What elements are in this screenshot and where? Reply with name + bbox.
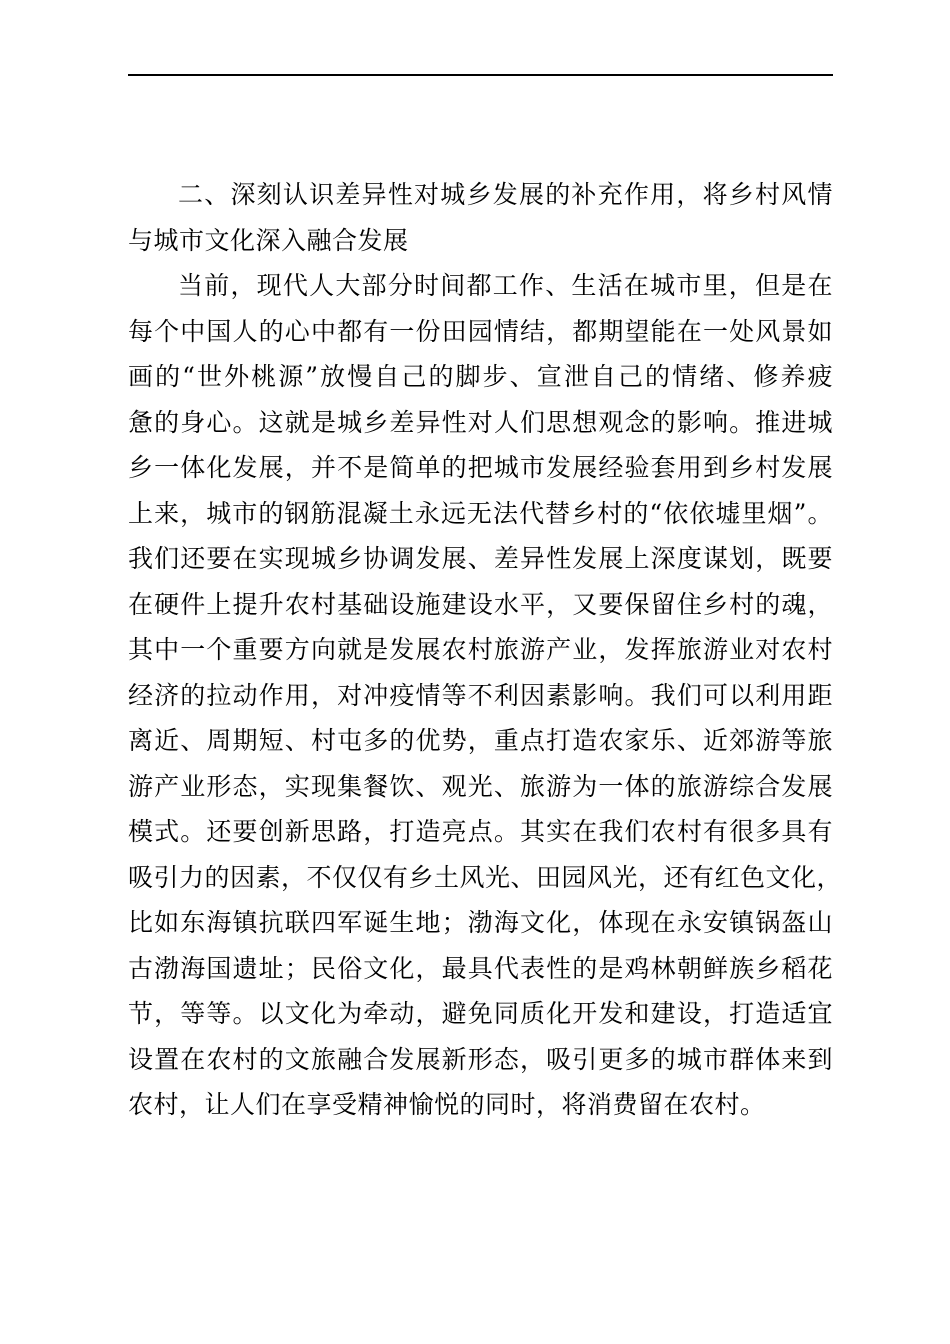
- paragraph-line: 惫的身心。这就是城乡差异性对人们思想观念的影响。推进城: [128, 407, 833, 437]
- paragraph-line: 节，等等。以文化为牵动，避免同质化开发和建设，打造适宜: [128, 999, 833, 1028]
- paragraph-line: 经济的拉动作用，对冲疫情等不利因素影响。我们可以利用距: [128, 680, 833, 710]
- heading-line: 二、深刻认识差异性对城乡发展的补充作用，将乡村风情: [178, 180, 833, 209]
- paragraph-line: 离近、周期短、村屯多的优势，重点打造农家乐、近郊游等旅: [128, 726, 833, 755]
- paragraph-line: 模式。还要创新思路，打造亮点。其实在我们农村有很多具有: [128, 817, 833, 846]
- heading-line: 与城市文化深入融合发展: [128, 225, 409, 255]
- paragraph-line: 游产业形态，实现集餐饮、观光、旅游为一体的旅游综合发展: [128, 771, 833, 801]
- paragraph-line: 设置在农村的文旅融合发展新形态，吸引更多的城市群体来到: [128, 1044, 833, 1074]
- document-body: [128, 172, 843, 1128]
- header-rule: [128, 74, 833, 76]
- paragraph-line: 乡一体化发展，并不是简单的把城市发展经验套用到乡村发展: [128, 453, 833, 482]
- section-heading: [128, 172, 833, 263]
- paragraph-line: 古渤海国遗址；民俗文化，最具代表性的是鸡林朝鲜族乡稻花: [128, 953, 833, 983]
- body-paragraph: [128, 263, 843, 1128]
- paragraph-line: 吸引力的因素，不仅仅有乡土风光、田园风光，还有红色文化，: [128, 862, 843, 892]
- paragraph-line: 其中一个重要方向就是发展农村旅游产业，发挥旅游业对农村: [128, 635, 833, 664]
- paragraph-line: 我们还要在实现城乡协调发展、差异性发展上深度谋划，既要: [128, 544, 833, 573]
- paragraph-line: 上来，城市的钢筋混凝土永远无法代替乡村的“依依墟里烟”。: [128, 498, 833, 528]
- paragraph-line: 当前，现代人大部分时间都工作、生活在城市里，但是在: [178, 271, 833, 300]
- paragraph-line: 画的“世外桃源”放慢自己的脚步、宣泄自己的情绪、修养疲: [128, 362, 833, 391]
- paragraph-line: 农村，让人们在享受精神愉悦的同时，将消费留在农村。: [128, 1090, 766, 1119]
- paragraph-line: 比如东海镇抗联四军诞生地；渤海文化，体现在永安镇锅盔山: [128, 908, 833, 937]
- paragraph-line: 在硬件上提升农村基础设施建设水平，又要保留住乡村的魂，: [128, 589, 833, 619]
- paragraph-line: 每个中国人的心中都有一份田园情结，都期望能在一处风景如: [128, 316, 833, 346]
